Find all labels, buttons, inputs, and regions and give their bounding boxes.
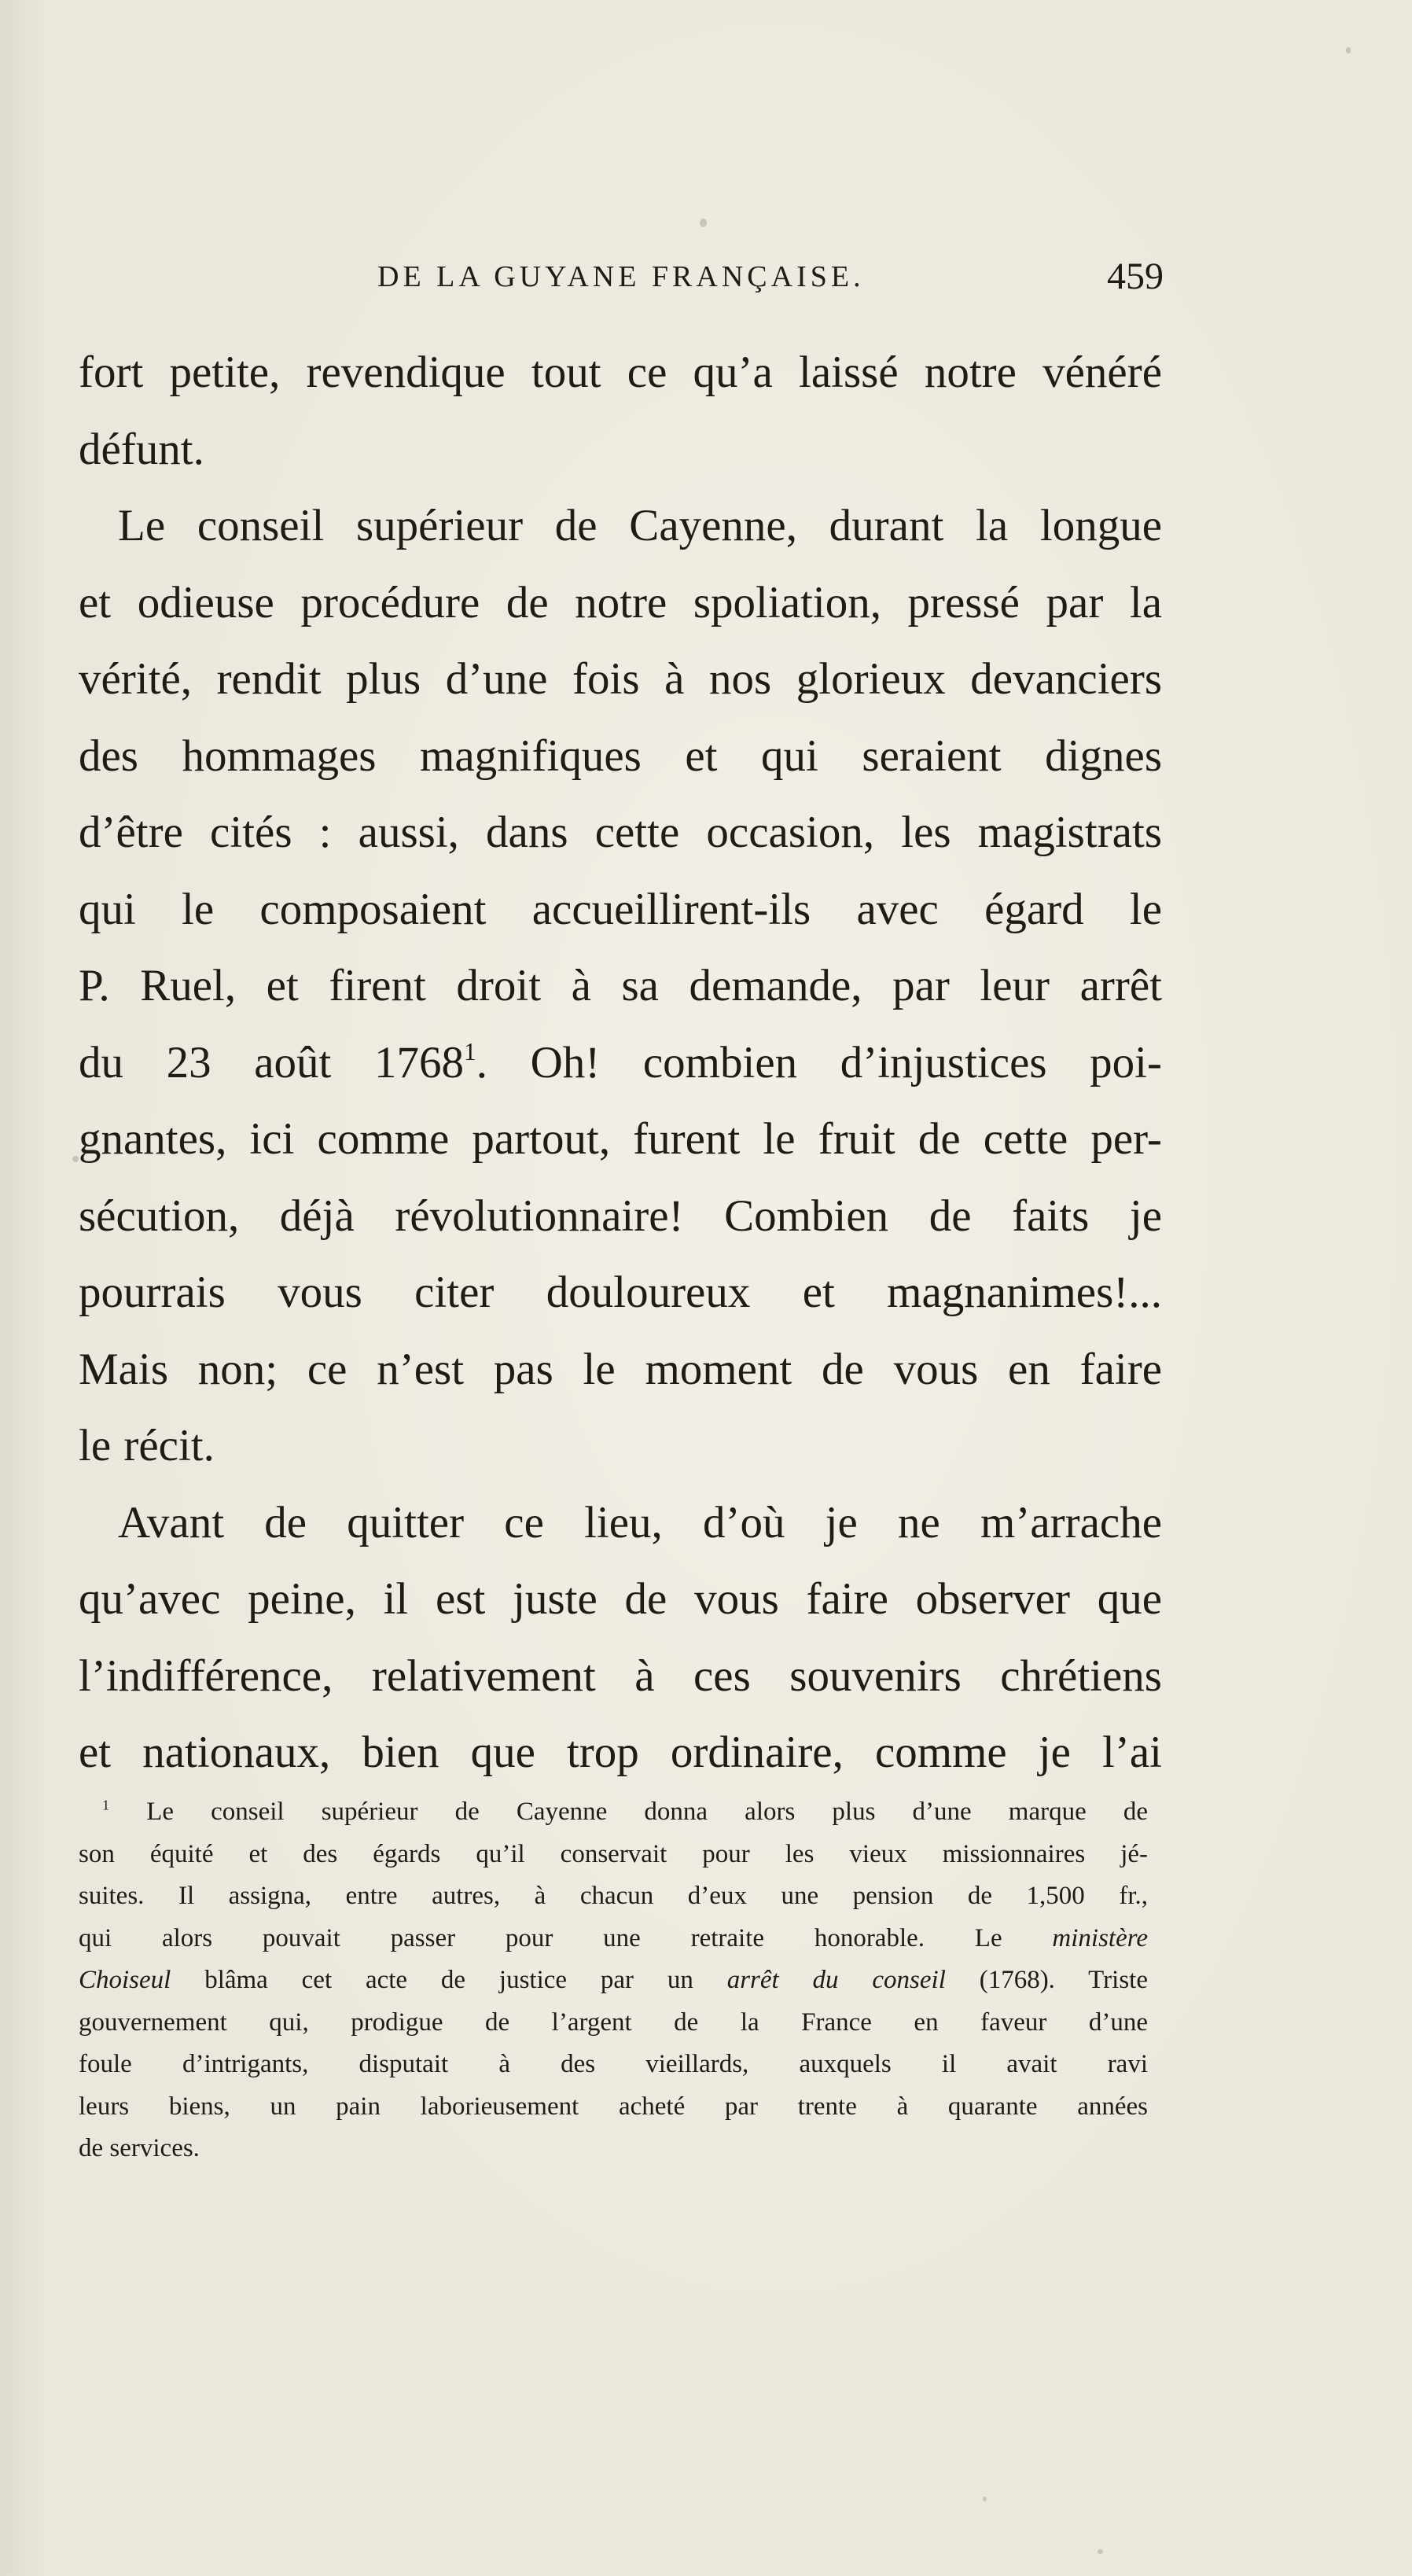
text-line: pourrais vous citer douloureux et magnanimes!... xyxy=(79,1268,1162,1317)
footnote-italic: Choiseul xyxy=(79,1966,171,1994)
footnote-line: suites. Il assigna, entre autres, à chacun d’eux une pension de 1,500 fr., xyxy=(79,1882,1148,1910)
text-line: Mais non; ce n’est pas le moment de vous en faire xyxy=(79,1344,1162,1394)
footnote-line: foule d’intrigants, disputait à des vieillards, auxquels il avait ravi xyxy=(79,2050,1148,2078)
footnote xyxy=(79,1791,1148,2170)
text-line: Avant de quitter ce lieu, d’où je ne m’arrache xyxy=(118,1497,1162,1547)
text-line: d’être cités : aussi, dans cette occasion, les magistrats xyxy=(79,808,1162,857)
footnote-line: $^1$ Le conseil supérieur de Cayenne donna alors plus d’une marque de xyxy=(102,1797,1149,1826)
text-line: des hommages magnifiques et qui seraient dignes xyxy=(79,730,1162,781)
paper-speck xyxy=(1098,2549,1103,2554)
text-line: sécution, déjà révolutionnaire! Combien de faits je xyxy=(79,1190,1162,1241)
running-head xyxy=(370,256,1171,307)
text-line-part: . Oh! combien d’injustices poi- xyxy=(476,1037,1162,1087)
footnote-marker: 1 xyxy=(102,1797,110,1813)
text-line: et odieuse procédure de notre spoliation, pressé par la xyxy=(79,577,1162,627)
text-line: P. Ruel, et firent droit à sa demande, par leur arrêt xyxy=(79,961,1162,1010)
footnote-line: son équité et des égards qu’il conservait pour les vieux missionnaires jé- xyxy=(79,1839,1148,1868)
text-line: défunt. xyxy=(79,424,204,474)
footnote-italic: arrêt du conseil xyxy=(726,1966,946,1994)
text-line-with-footnote-ref xyxy=(79,1025,1162,1102)
text-line: fort petite, revendique tout ce qu’a laissé notre vénéré xyxy=(79,348,1162,397)
text-line: gnantes, ici comme partout, furent le fruit de cette per- xyxy=(79,1114,1162,1164)
footnote-line: gouvernement qui, prodigue de l’argent de la France en faveur d’une xyxy=(79,2007,1148,2037)
text-line-part: du 23 août 1768 xyxy=(79,1037,465,1087)
page-number: 459 xyxy=(1107,256,1164,297)
footnote-reference: 1 xyxy=(464,1037,476,1065)
text-line: et nationaux, bien que trop ordinaire, comme je l’ai xyxy=(79,1728,1162,1777)
paper-speck xyxy=(1346,47,1351,53)
footnote-line: de services. xyxy=(79,2134,200,2162)
text-line: vérité, rendit plus d’une fois à nos glorieux devanciers xyxy=(79,654,1162,704)
text-line: Le conseil supérieur de Cayenne, durant la longue xyxy=(118,501,1162,550)
text-line: qui le composaient accueillirent-ils avec égard le xyxy=(79,884,1162,934)
running-title: DE LA GUYANE FRANÇAISE. xyxy=(377,260,865,293)
footnote-line: qui alors pouvait passer pour une retraite honorable. Le ministère xyxy=(79,1923,1149,1952)
footnote-line: leurs biens, un pain laborieusement acheté par trente à quarante années xyxy=(79,2092,1148,2121)
footnote-italic: ministère xyxy=(1052,1923,1149,1952)
text-line: le récit. xyxy=(79,1421,215,1470)
text-line: qu’avec peine, il est juste de vous faire observer que xyxy=(79,1574,1162,1624)
main-text xyxy=(79,334,1162,1791)
paper-speck xyxy=(72,1156,79,1162)
paper-speck xyxy=(700,219,707,227)
footnote-line: Choiseul blâma cet acte de justice par un arrêt du conseil (1768). Triste xyxy=(79,1966,1148,1994)
text-line: l’indifférence, relativement à ces souvenirs chrétiens xyxy=(79,1650,1162,1701)
paper-speck xyxy=(983,2497,987,2501)
